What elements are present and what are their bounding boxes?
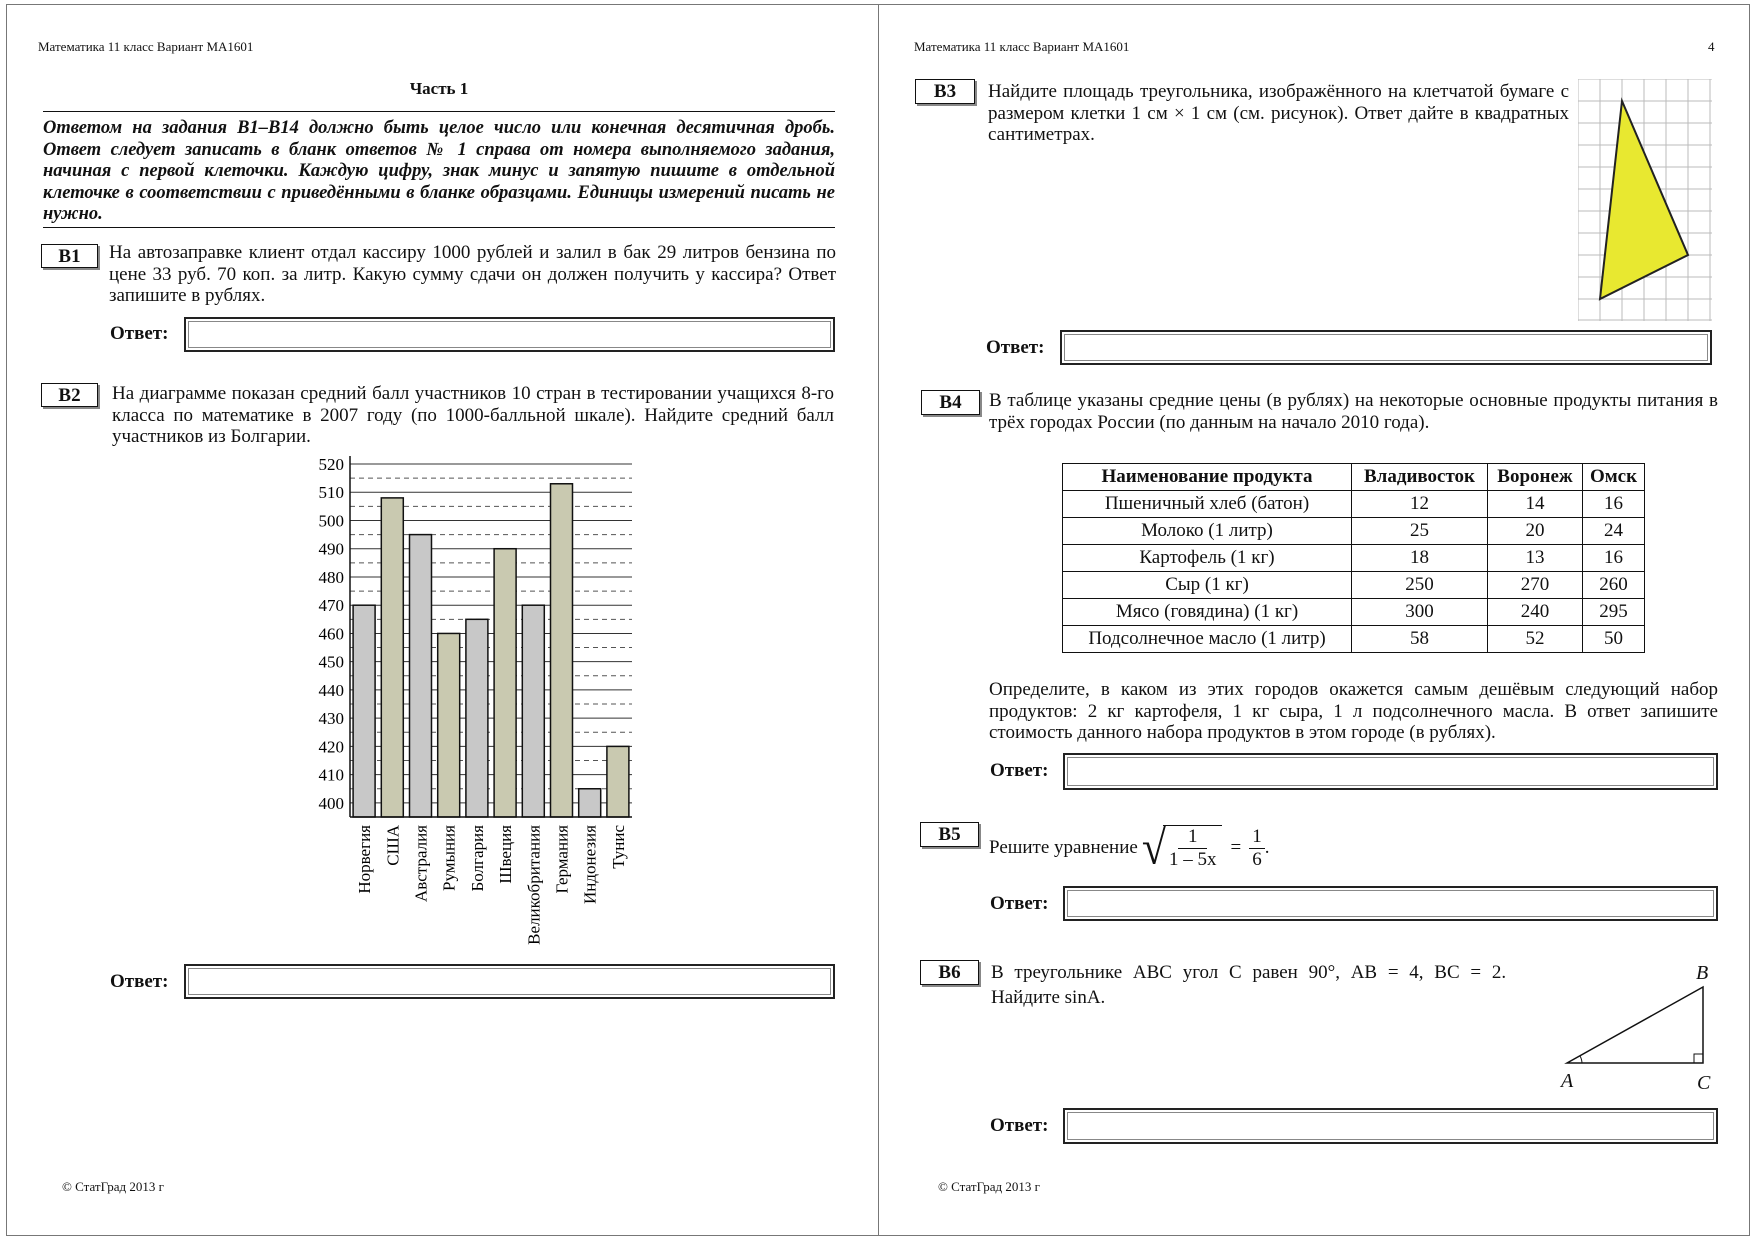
y-tick-label: 450 <box>318 652 344 672</box>
y-tick-label: 520 <box>318 455 344 474</box>
y-tick-label: 410 <box>318 765 344 785</box>
y-tick-label: 480 <box>318 567 344 587</box>
y-tick-label: 430 <box>318 709 344 729</box>
bar <box>579 789 601 817</box>
table-row <box>1063 599 1645 626</box>
b3-answer-field[interactable] <box>1060 330 1712 365</box>
cell: 58 <box>1352 626 1488 653</box>
x-tick-label: США <box>383 825 403 866</box>
x-tick-label: Тунис <box>608 825 628 869</box>
task-b5-label: B5 <box>920 822 979 847</box>
table-row <box>1063 545 1645 572</box>
table-row <box>1063 626 1645 653</box>
cell: 14 <box>1488 491 1583 518</box>
cell: Подсолнечное масло (1 литр) <box>1063 626 1352 653</box>
footer: © СтатГрад 2013 г <box>938 1179 1040 1194</box>
x-tick-label: Норвегия <box>355 825 375 894</box>
x-tick-label: Болгария <box>467 825 487 892</box>
numerator: 1 <box>1178 826 1208 849</box>
prices-table <box>1062 463 1645 653</box>
right-triangle-figure <box>1560 980 1720 1075</box>
cell: 25 <box>1352 518 1488 545</box>
task-b4-question: Определите, в каком из этих городов окажется самым дешёвым следующий набор продуктов: 2 кг картофеля, 1 кг сыра, 1 л подсолнечного масла. В ответ запишите стоимость данного набора продуктов в этом городе (в рублях). <box>989 679 1718 743</box>
answer-label: Ответ: <box>990 760 1049 781</box>
cell: 18 <box>1352 545 1488 572</box>
cell: Мясо (говядина) (1 кг) <box>1063 599 1352 626</box>
y-tick-label: 420 <box>318 737 344 757</box>
cell: 13 <box>1488 545 1583 572</box>
b4-answer-field[interactable] <box>1063 753 1718 790</box>
column-header: Воронеж <box>1488 464 1583 491</box>
bar <box>607 746 629 817</box>
cell: 300 <box>1352 599 1488 626</box>
task-b6-text: В треугольнике ABC угол C равен 90°, AB = 4, BC = 2. <box>991 962 1507 983</box>
b1-answer-field[interactable] <box>184 317 835 352</box>
y-tick-label: 400 <box>318 793 344 813</box>
b2-answer-field[interactable] <box>184 964 835 999</box>
denominator: 1 – 5x <box>1168 849 1217 870</box>
cell: 20 <box>1488 518 1583 545</box>
vertex-a-label: A <box>1561 1070 1574 1092</box>
y-tick-label: 470 <box>318 596 344 616</box>
cell: 24 <box>1583 518 1645 545</box>
task-b1-label: B1 <box>41 244 98 268</box>
y-tick-label: 500 <box>318 511 344 531</box>
y-tick-label: 510 <box>318 483 344 503</box>
x-tick-label: Румыния <box>439 825 459 891</box>
vertex-c-label: C <box>1697 1072 1711 1094</box>
task-b3-label: B3 <box>915 79 975 104</box>
b5-answer-field[interactable] <box>1063 886 1718 921</box>
cell: 270 <box>1488 572 1583 599</box>
cell: Картофель (1 кг) <box>1063 545 1352 572</box>
task-b3-text: Найдите площадь треугольника, изображённого на клетчатой бумаге с размером клетки 1 см × 1 см (см. рисунок). Ответ дайте в квадратных сантиметрах. <box>988 81 1569 145</box>
bar <box>381 498 403 817</box>
numerator: 1 <box>1249 826 1265 849</box>
table-row <box>1063 518 1645 545</box>
cell: 250 <box>1352 572 1488 599</box>
bar <box>466 619 488 817</box>
cell: 295 <box>1583 599 1645 626</box>
table-header-row <box>1063 464 1645 491</box>
task-b1-text: На автозаправке клиент отдал кассиру 1000 рублей и залил в бак 29 литров бензина по цене 33 руб. 70 коп. за литр. Какую сумму сдачи он должен получить у кассира? Ответ запишите в рублях. <box>109 242 836 306</box>
cell: Пшеничный хлеб (батон) <box>1063 491 1352 518</box>
cell: 240 <box>1488 599 1583 626</box>
page-header: Математика 11 класс Вариант МА1601 <box>38 39 254 54</box>
period: . <box>1264 837 1270 858</box>
x-tick-label: Швеция <box>496 825 516 884</box>
cell: 50 <box>1583 626 1645 653</box>
bar <box>551 484 573 817</box>
x-tick-label: Великобритания <box>524 825 544 945</box>
answer-label: Ответ: <box>990 893 1049 914</box>
answer-label: Ответ: <box>986 337 1045 358</box>
divider <box>43 111 835 112</box>
cell: 52 <box>1488 626 1583 653</box>
task-b6-question: Найдите sinA. <box>991 987 1106 1008</box>
table-row <box>1063 491 1645 518</box>
page-number: 4 <box>1708 39 1715 54</box>
answer-label: Ответ: <box>110 971 169 992</box>
footer: © СтатГрад 2013 г <box>62 1179 164 1194</box>
task-b2-text: На диаграмме показан средний балл участников 10 стран в тестировании учащихся 8-го класса по математике в 2007 году (по 1000-балльной шкале). Найдите средний балл участников из Болгарии. <box>112 383 834 447</box>
answer-label: Ответ: <box>990 1115 1049 1136</box>
column-header: Наименование продукта <box>1063 464 1352 491</box>
task-b2-label: B2 <box>41 383 98 407</box>
cell: 16 <box>1583 491 1645 518</box>
cell: 16 <box>1583 545 1645 572</box>
cell: Сыр (1 кг) <box>1063 572 1352 599</box>
y-tick-label: 440 <box>318 680 344 700</box>
grid-triangle-figure <box>1578 79 1713 321</box>
table-row <box>1063 572 1645 599</box>
fraction <box>1163 825 1223 871</box>
task-b4-text: В таблице указаны средние цены (в рублях) на некоторые основные продукты питания в трёх городах России (по данным на начало 2010 года). <box>989 390 1718 433</box>
task-b5-text: Решите уравнение <box>989 837 1138 858</box>
y-tick-label: 490 <box>318 539 344 559</box>
cell: 260 <box>1583 572 1645 599</box>
denominator: 6 <box>1252 848 1262 870</box>
bar <box>353 605 375 817</box>
x-tick-label: Австралия <box>411 825 431 902</box>
task-b6-label: B6 <box>920 960 979 985</box>
x-tick-label: Индонезия <box>580 825 600 905</box>
divider <box>43 227 835 228</box>
part-title: Часть 1 <box>409 79 469 98</box>
column-header: Владивосток <box>1352 464 1488 491</box>
instructions: Ответом на задания В1–В14 должно быть целое число или конечная десятичная дробь. Ответ следует записать в бланк ответов № 1 справа от номера выполняемого задания, начиная с первой клеточки. Каждую цифру, знак минус и запятую пишите в отдельной клеточке в соответствии с приведёнными в бланке образцами. Единицы измерений писать не нужно. <box>43 118 835 224</box>
cell: 12 <box>1352 491 1488 518</box>
x-tick-label: Германия <box>552 825 572 894</box>
task-b4-label: B4 <box>921 390 980 415</box>
answer-label: Ответ: <box>110 323 169 344</box>
bar <box>494 549 516 817</box>
bar <box>438 633 460 817</box>
b6-answer-field[interactable] <box>1063 1108 1718 1144</box>
bar <box>522 605 544 817</box>
sqrt-icon: √ <box>1141 820 1166 875</box>
fraction <box>1249 826 1265 871</box>
cell: Молоко (1 литр) <box>1063 518 1352 545</box>
bar-chart <box>300 450 645 960</box>
page-header: Математика 11 класс Вариант МА1601 <box>914 39 1130 54</box>
y-tick-label: 460 <box>318 624 344 644</box>
column-header: Омск <box>1583 464 1645 491</box>
equals-sign: = <box>1230 837 1242 858</box>
bar <box>410 535 432 817</box>
task-b5-equation <box>989 820 1269 876</box>
vertex-b-label: B <box>1696 962 1709 984</box>
